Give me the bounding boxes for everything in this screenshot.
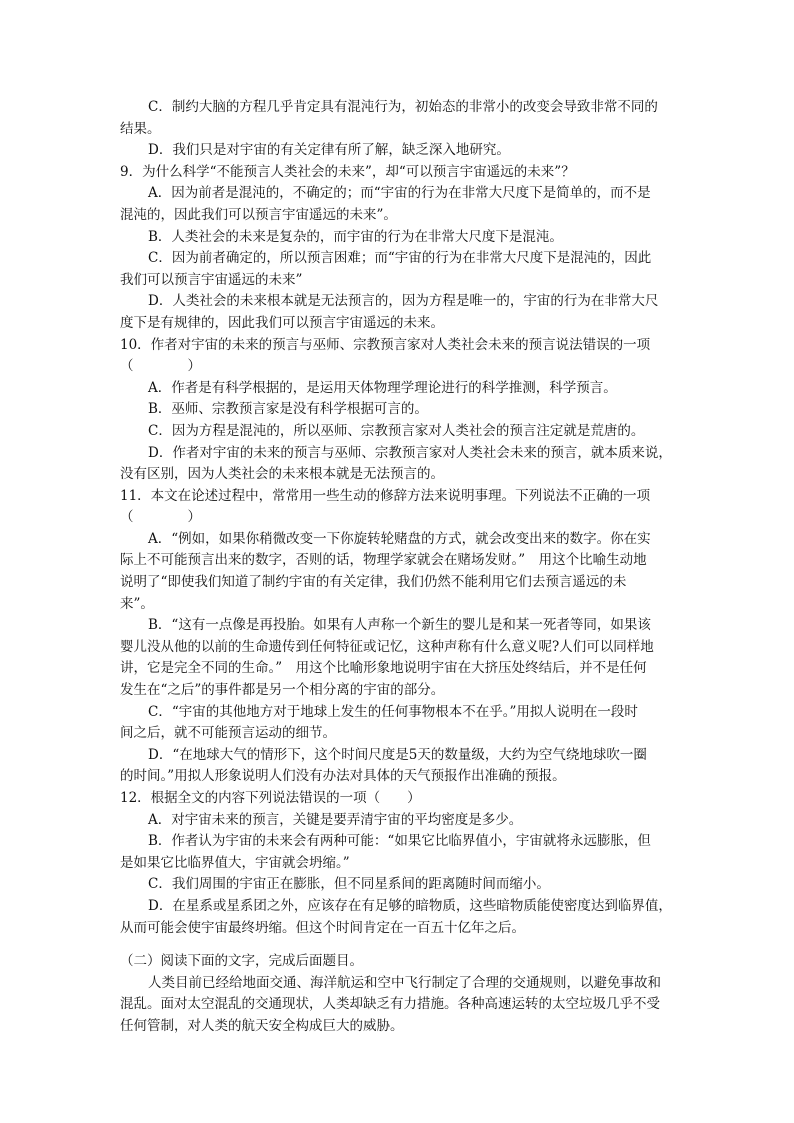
text-line: 10．作者对宇宙的未来的预言与巫师、宗教预言家对人类社会未来的预言说法错误的一项 [120, 336, 651, 353]
text-line: A．因为前者是混沌的，不确定的；而“宇宙的行为在非常大尺度下是简单的，而不是 [148, 185, 651, 202]
text-line: （ ） [120, 358, 201, 375]
text-line: B．人类社会的未来是复杂的，而宇宙的行为在非常大尺度下是混沌。 [148, 228, 563, 245]
text-line: 11．本文在论述过程中，常常用一些生动的修辞方法来说明事理。下列说法不正确的一项 [120, 487, 651, 504]
text-line: （ ） [120, 509, 201, 526]
text-line: 9．为什么科学“不能预言人类社会的未来”，却“可以预言宇宙遥远的未来”？ [120, 163, 575, 180]
text-line: 婴儿没从他的以前的生命遗传到任何特征或记忆，这种声称有什么意义呢?人们可以同样地 [120, 638, 654, 655]
text-line: 混沌的，因此我们可以预言宇宙遥远的未来”。 [120, 206, 397, 223]
text-line: 际上不可能预言出来的数字，否则的话，物理学家就会在赌场发财。” 用这个比喻生动地 [120, 552, 647, 569]
text-line: 我们可以预言宇宙遥远的未来” [120, 271, 303, 288]
text-line: C．因为前者确定的，所以预言困难；而“宇宙的行为在非常大尺度下是混沌的，因此 [148, 250, 652, 267]
text-line: 来”。 [120, 595, 154, 612]
text-line: 的时间。”用拟人形象说明人们没有办法对具体的天气预报作出准确的预报。 [120, 768, 566, 785]
text-line: D．人类社会的未来根本就是无法预言的，因为方程是唯一的，宇宙的行为在非常大尺 [148, 293, 659, 310]
text-line: 是如果它比临界值大，宇宙就会坍缩。” [120, 854, 350, 871]
text-line: 度下是有规律的，因此我们可以预言宇宙遥远的未来。 [120, 314, 444, 331]
text-line: 结果。 [120, 120, 161, 137]
text-line: 12．根据全文的内容下列说法错误的一项（ ） [120, 790, 421, 806]
text-line: C．因为方程是混沌的，所以巫师、宗教预言家对人类社会的预言注定就是荒唐的。 [148, 422, 645, 439]
text-line: B．巫师、宗教预言家是没有科学根据可言的。 [148, 401, 428, 418]
text-line: C．我们周围的宇宙正在膨胀，但不同星系间的距离随时间而缩小。 [148, 876, 550, 893]
text-line: A．作者是有科学根据的，是运用天体物理学理论进行的科学推测，科学预言。 [148, 379, 617, 396]
section2-para-line-1: 人类目前已经给地面交通、海洋航运和空中飞行制定了合理的交通规则，以避免事故和 [148, 974, 661, 991]
text-line: D．我们只是对宇宙的有关定律有所了解，缺乏深入地研究。 [148, 142, 510, 159]
text-line: D．作者对宇宙的未来的预言与巫师、宗教预言家对人类社会未来的预言，就本质来说， [148, 444, 672, 461]
section2-para-line-2: 混乱。面对太空混乱的交通现状，人类却缺乏有力措施。各种高速运转的太空垃圾几乎不受 [120, 996, 660, 1013]
text-line: 发生在“之后”的事件都是另一个相分离的宇宙的部分。 [120, 682, 445, 699]
text-line: D．“在地球大气的情形下，这个时间尺度是5天的数量级，大约为空气绕地球吹一圈 [148, 746, 647, 763]
text-line: D．在星系或星系团之外，应该存在有足够的暗物质，这些暗物质能使密度达到临界值， [148, 897, 672, 914]
text-line: 没有区别，因为人类社会的未来根本就是无法预言的。 [120, 466, 444, 483]
section2-heading: （二）阅读下面的文字，完成后面题目。 [120, 953, 363, 970]
text-line: 间之后，就不可能预言运动的细节。 [120, 725, 336, 742]
question-lines [120, 97, 680, 939]
section-gap [120, 939, 680, 951]
section2-para-line-3: 任何管制，对人类的航天安全构成巨大的威胁。 [120, 1017, 404, 1034]
text-line: 从而可能会使宇宙最终坍缩。但这个时间肯定在一百五十亿年之后。 [120, 919, 525, 936]
text-line: A．“例如，如果你稍微改变一下你旋转轮赌盘的方式，就会改变出来的数字。你在实 [148, 530, 651, 547]
text-line: B．作者认为宇宙的未来会有两种可能：“如果它比临界值小，宇宙就将永远膨胀，但 [148, 833, 651, 850]
text-line: C．“宇宙的其他地方对于地球上发生的任何事物根本不在乎。”用拟人说明在一段时 [148, 703, 638, 720]
text-line: C．制约大脑的方程几乎肯定具有混沌行为，初始态的非常小的改变会导致非常不同的 [148, 99, 658, 115]
text-line: 说明了“即使我们知道了制约宇宙的有关定律，我们仍然不能利用它们去预言遥远的未 [120, 574, 627, 591]
text-line: 讲，它是完全不同的生命。” 用这个比喻形象地说明宇宙在大挤压处终结后，并不是任何 [120, 660, 647, 677]
text-line: B．“这有一点像是再投胎。如果有人声称一个新生的婴儿是和某一死者等同，如果该 [148, 617, 651, 634]
document-page [120, 97, 680, 1038]
text-line: A．对宇宙未来的预言，关键是要弄清宇宙的平均密度是多少。 [148, 811, 523, 828]
